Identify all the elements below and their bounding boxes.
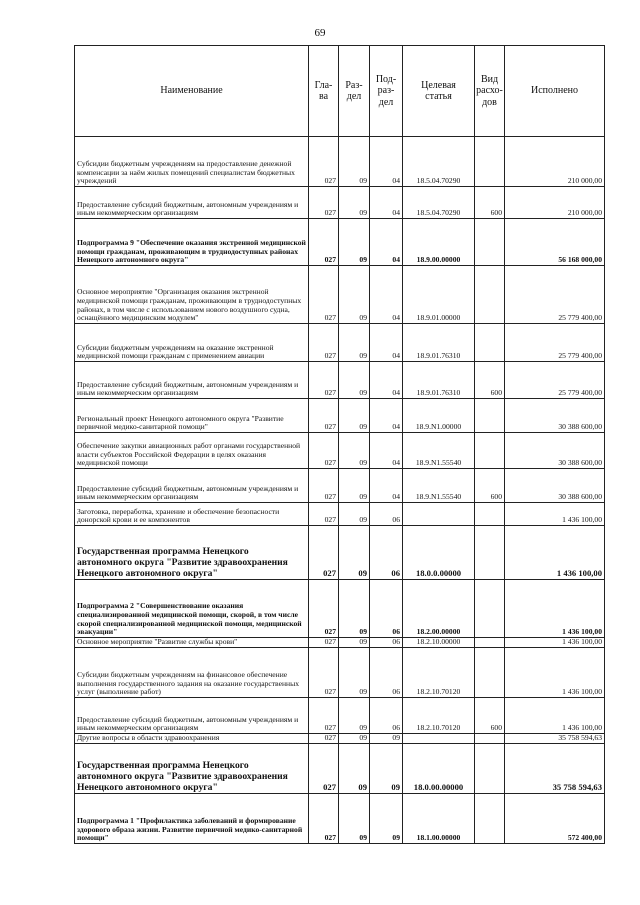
row-glava: 027: [309, 362, 339, 399]
row-glava: 027: [309, 744, 339, 794]
row-razdel: 09: [339, 698, 370, 734]
header-podrazdel: Под- раз- дел: [370, 46, 403, 137]
table-row: [75, 266, 605, 324]
row-name: Подпрограмма 1 "Профилактика заболеваний и формирование здорового образа жизни. Развитие первичной медико-санитарной помощи": [75, 794, 309, 844]
row-podrazdel: 04: [370, 266, 403, 324]
budget-table: [74, 45, 605, 844]
row-glava: 027: [309, 734, 339, 744]
row-razdel: 09: [339, 219, 370, 266]
row-vid: 600: [475, 698, 505, 734]
row-podrazdel: 04: [370, 137, 403, 187]
row-glava: 027: [309, 638, 339, 648]
header-target: Целевая статья: [403, 46, 475, 137]
row-glava: 027: [309, 698, 339, 734]
row-glava: 027: [309, 469, 339, 503]
row-target: 18.1.00.00000: [403, 794, 475, 844]
row-name: Региональный проект Ненецкого автономного округа "Развитие первичной медико-санитарной помощи": [75, 399, 309, 433]
row-target: 18.9.01.00000: [403, 266, 475, 324]
row-glava: 027: [309, 433, 339, 469]
table-row: [75, 744, 605, 794]
table-row: [75, 433, 605, 469]
table-row: [75, 399, 605, 433]
row-razdel: 09: [339, 638, 370, 648]
row-done: 56 168 000,00: [505, 219, 605, 266]
header-razdel: Раз- дел: [339, 46, 370, 137]
row-target: [403, 734, 475, 744]
table-row: [75, 362, 605, 399]
row-vid: [475, 648, 505, 698]
row-name: Государственная программа Ненецкого автономного округа "Развитие здравоохранения Ненецкого автономного округа": [75, 526, 309, 580]
row-vid: [475, 137, 505, 187]
table-row: [75, 698, 605, 734]
row-razdel: 09: [339, 266, 370, 324]
row-done: 1 436 100,00: [505, 526, 605, 580]
row-name: Подпрограмма 9 "Обеспечение оказания экстренной медицинской помощи гражданам, проживающим в труднодоступных районах Ненецкого автономного округа": [75, 219, 309, 266]
row-name: Основное мероприятие "Развитие службы крови": [75, 638, 309, 648]
row-glava: 027: [309, 648, 339, 698]
table-row: [75, 469, 605, 503]
row-target: 18.0.00.00000: [403, 744, 475, 794]
row-podrazdel: 09: [370, 734, 403, 744]
row-target: 18.5.04.70290: [403, 137, 475, 187]
header-name: Наименование: [75, 46, 309, 137]
table-row: [75, 324, 605, 362]
row-podrazdel: 04: [370, 362, 403, 399]
table-row: [75, 187, 605, 219]
row-razdel: 09: [339, 469, 370, 503]
row-razdel: 09: [339, 580, 370, 638]
table-row: [75, 137, 605, 187]
row-podrazdel: 06: [370, 648, 403, 698]
row-vid: [475, 503, 505, 526]
row-done: 25 779 400,00: [505, 362, 605, 399]
row-razdel: 09: [339, 744, 370, 794]
row-podrazdel: 04: [370, 219, 403, 266]
row-vid: 600: [475, 362, 505, 399]
header-done: Исполнено: [505, 46, 605, 137]
row-podrazdel: 09: [370, 794, 403, 844]
row-done: 35 758 594,63: [505, 744, 605, 794]
row-vid: [475, 734, 505, 744]
row-razdel: 09: [339, 503, 370, 526]
row-name: Государственная программа Ненецкого автономного округа "Развитие здравоохранения Ненецкого автономного округа": [75, 744, 309, 794]
row-glava: 027: [309, 324, 339, 362]
row-name: Субсидии бюджетным учреждениям на финансовое обеспечение выполнения государственного задания на оказание государственных услуг (выполнение работ): [75, 648, 309, 698]
row-razdel: 09: [339, 648, 370, 698]
row-vid: [475, 638, 505, 648]
row-name: Предоставление субсидий бюджетным, автономным учреждениям и иным некоммерческим организациям: [75, 698, 309, 734]
row-podrazdel: 09: [370, 744, 403, 794]
row-podrazdel: 04: [370, 324, 403, 362]
row-vid: [475, 744, 505, 794]
row-podrazdel: 04: [370, 433, 403, 469]
row-podrazdel: 04: [370, 469, 403, 503]
row-glava: 027: [309, 526, 339, 580]
row-name: Субсидии бюджетным учреждениям на оказание экстренной медицинской помощи гражданам с применением авиации: [75, 324, 309, 362]
row-vid: [475, 324, 505, 362]
row-podrazdel: 06: [370, 638, 403, 648]
table-header-row: [75, 46, 605, 137]
row-vid: [475, 794, 505, 844]
row-target: 18.2.10.70120: [403, 648, 475, 698]
row-glava: 027: [309, 580, 339, 638]
row-target: [403, 503, 475, 526]
row-glava: 027: [309, 794, 339, 844]
row-glava: 027: [309, 187, 339, 219]
row-razdel: 09: [339, 399, 370, 433]
row-glava: 027: [309, 219, 339, 266]
row-name: Субсидии бюджетным учреждениям на предоставление денежной компенсации за наём жилых помещений специалистам бюджетных учреждений: [75, 137, 309, 187]
row-target: 18.9.01.76310: [403, 324, 475, 362]
row-vid: 600: [475, 187, 505, 219]
row-done: 1 436 100,00: [505, 648, 605, 698]
row-done: 1 436 100,00: [505, 503, 605, 526]
table-row: [75, 219, 605, 266]
row-target: 18.9.01.76310: [403, 362, 475, 399]
row-razdel: 09: [339, 526, 370, 580]
row-done: 25 779 400,00: [505, 266, 605, 324]
header-vid: Вид расхо- дов: [475, 46, 505, 137]
row-vid: [475, 580, 505, 638]
row-done: 210 000,00: [505, 137, 605, 187]
row-vid: 600: [475, 469, 505, 503]
row-done: 25 779 400,00: [505, 324, 605, 362]
row-razdel: 09: [339, 137, 370, 187]
row-target: 18.9.N1.55540: [403, 469, 475, 503]
table-row: [75, 794, 605, 844]
row-target: 18.0.0.00000: [403, 526, 475, 580]
row-glava: 027: [309, 399, 339, 433]
table-row: [75, 503, 605, 526]
table-row: [75, 734, 605, 744]
row-done: 30 388 600,00: [505, 399, 605, 433]
row-done: 1 436 100,00: [505, 638, 605, 648]
row-target: 18.9.00.00000: [403, 219, 475, 266]
row-podrazdel: 06: [370, 526, 403, 580]
row-done: 1 436 100,00: [505, 580, 605, 638]
row-podrazdel: 04: [370, 399, 403, 433]
row-vid: [475, 399, 505, 433]
table-row: [75, 638, 605, 648]
row-glava: 027: [309, 266, 339, 324]
row-done: 210 000,00: [505, 187, 605, 219]
row-vid: [475, 266, 505, 324]
row-name: Заготовка, переработка, хранение и обеспечение безопасности донорской крови и ее компонентов: [75, 503, 309, 526]
row-razdel: 09: [339, 794, 370, 844]
row-done: 35 758 594,63: [505, 734, 605, 744]
row-name: Подпрограмма 2 "Совершенствование оказания специализированной медицинской помощи, скорой, в том числе скорой специализированной медицинской помощи, медицинской эвакуации": [75, 580, 309, 638]
row-done: 572 400,00: [505, 794, 605, 844]
row-target: 18.9.N1.55540: [403, 433, 475, 469]
row-podrazdel: 04: [370, 187, 403, 219]
table-row: [75, 580, 605, 638]
row-name: Предоставление субсидий бюджетным, автономным учреждениям и иным некоммерческим организациям: [75, 362, 309, 399]
row-target: 18.2.00.00000: [403, 580, 475, 638]
table-row: [75, 526, 605, 580]
row-target: 18.5.04.70290: [403, 187, 475, 219]
row-glava: 027: [309, 137, 339, 187]
row-name: Основное мероприятие "Организация оказания экстренной медицинской помощи гражданам, проживающим в труднодоступных районах, в том числе с использованием нового воздушного судна, оснащённого медицинским модулем": [75, 266, 309, 324]
row-podrazdel: 06: [370, 698, 403, 734]
row-target: 18.2.10.70120: [403, 698, 475, 734]
row-vid: [475, 526, 505, 580]
row-name: Предоставление субсидий бюджетным, автономным учреждениям и иным некоммерческим организациям: [75, 469, 309, 503]
row-podrazdel: 06: [370, 580, 403, 638]
row-razdel: 09: [339, 433, 370, 469]
row-glava: 027: [309, 503, 339, 526]
header-glava: Гла- ва: [309, 46, 339, 137]
row-target: 18.9.N1.00000: [403, 399, 475, 433]
row-podrazdel: 06: [370, 503, 403, 526]
row-razdel: 09: [339, 734, 370, 744]
row-done: 1 436 100,00: [505, 698, 605, 734]
table-row: [75, 648, 605, 698]
row-name: Предоставление субсидий бюджетным, автономным учреждениям и иным некоммерческим организациям: [75, 187, 309, 219]
row-name: Обеспечение закупки авиационных работ органами государственной власти субъектов Российской Федерации в целях оказания медицинской помощи: [75, 433, 309, 469]
row-vid: [475, 219, 505, 266]
row-done: 30 388 600,00: [505, 469, 605, 503]
row-razdel: 09: [339, 362, 370, 399]
row-razdel: 09: [339, 324, 370, 362]
row-target: 18.2.10.00000: [403, 638, 475, 648]
row-name: Другие вопросы в области здравоохранения: [75, 734, 309, 744]
row-razdel: 09: [339, 187, 370, 219]
row-done: 30 388 600,00: [505, 433, 605, 469]
row-vid: [475, 433, 505, 469]
page-number: 69: [314, 27, 326, 39]
